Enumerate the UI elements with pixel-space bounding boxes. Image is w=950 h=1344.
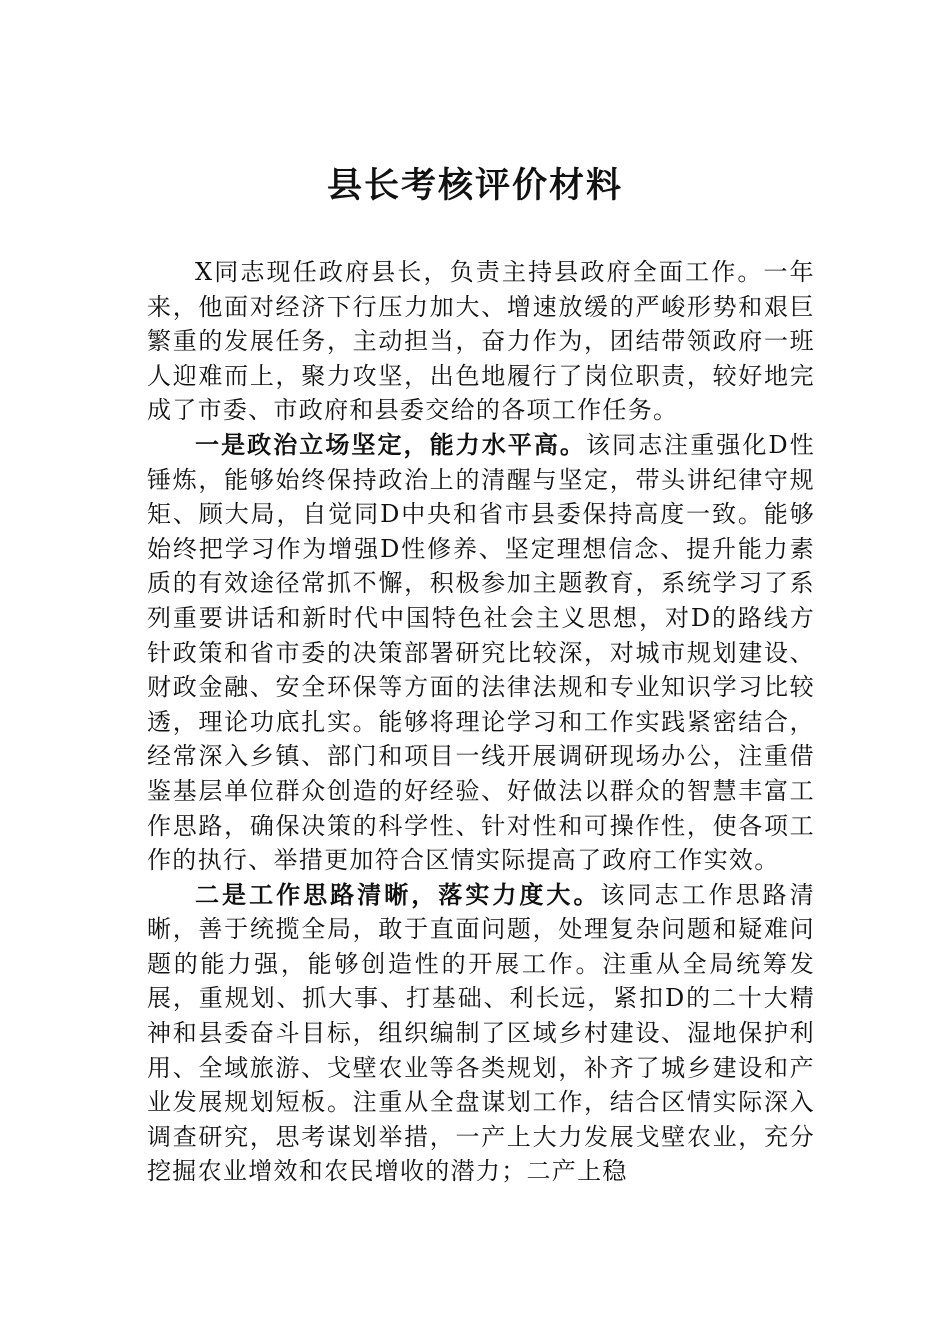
section-two-heading: 二是工作思路清晰，落实力度大。	[195, 879, 601, 909]
intro-paragraph	[147, 255, 815, 428]
paragraph-text: X同志现任政府县长，负责主持县政府全面工作。一年来，他面对经济下行压力加大、增速放缓的严峻形势和艰巨繁重的发展任务，主动担当，奋力作为，团结带领政府一班人迎难而上，聚力攻坚，出色地履行了岗位职责，较好地完成了市委、市政府和县委交给的各项工作任务。	[147, 258, 815, 425]
section-one-paragraph	[147, 428, 815, 878]
section-two-text: 该同志工作思路清晰，善于统揽全局，敢于直面问题，处理复杂问题和疑难问题的能力强，能够创造性的开展工作。注重从全局统筹发展，重规划、抓大事、打基础、利长远，紧扣D的二十大精神和县委奋斗目标，组织编制了区域乡村建设、湿地保护利用、全域旅游、戈壁农业等各类规划，补齐了城乡建设和产业发展规划短板。注重从全盘谋划工作，结合区情实际深入调查研究，思考谋划举措，一产上大力发展戈壁农业，充分挖掘农业增效和农民增收的潜力；二产上稳	[147, 880, 816, 1186]
section-one-heading: 一是政治立场坚定，能力水平高。	[195, 429, 586, 459]
document-body	[147, 255, 815, 1189]
section-two-paragraph	[147, 878, 815, 1189]
document-title: 县长考核评价材料	[326, 165, 623, 206]
section-one-text: 该同志注重强化D性锤炼，能够始终保持政治上的清醒与坚定，带头讲纪律守规矩、顾大局，自觉同D中央和省市县委保持高度一致。能够始终把学习作为增强D性修养、坚定理想信念、提升能力素质的有效途径常抓不懈，积极参加主题教育，系统学习了系列重要讲话和新时代中国特色社会主义思想，对D的路线方针政策和省市委的决策部署研究比较深，对城市规划建设、财政金融、安全环保等方面的法律法规和专业知识学习比较透，理论功底扎实。能够将理论学习和工作实践紧密结合，经常深入乡镇、部门和项目一线开展调研现场办公，注重借鉴基层单位群众创造的好经验、好做法以群众的智慧丰富工作思路，确保决策的科学性、针对性和可操作性，使各项工作的执行、举措更加符合区情实际提高了政府工作实效。	[147, 430, 815, 875]
